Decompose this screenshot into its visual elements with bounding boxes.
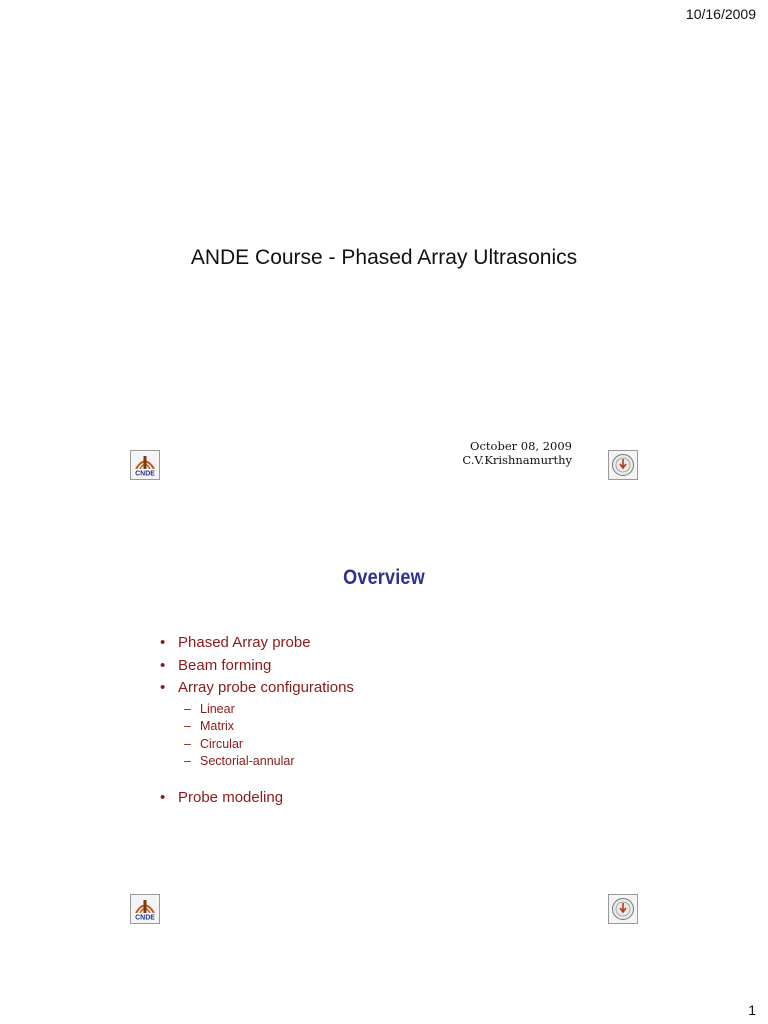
list-item: – Circular <box>178 736 616 754</box>
presentation-meta <box>462 439 572 467</box>
overview-title: Overview <box>343 566 425 589</box>
svg-text:CNDE: CNDE <box>135 470 155 478</box>
cnde-logo-icon <box>130 450 160 480</box>
list-item: – Matrix <box>178 718 616 736</box>
svg-text:CNDE: CNDE <box>135 914 155 922</box>
institute-seal-icon <box>608 894 638 924</box>
presentation-title: ANDE Course - Phased Array Ultrasonics <box>190 246 578 269</box>
list-item: • Array probe configurations – Linear – Matrix – Circular – Sectorial-annular <box>156 677 616 771</box>
list-item: • Probe modeling <box>156 787 616 810</box>
page-number: 1 <box>748 1002 756 1018</box>
config-sub-list <box>178 701 616 771</box>
slide-overview <box>128 548 640 932</box>
list-item: • Phased Array probe <box>156 632 616 655</box>
cnde-logo-icon <box>130 894 160 924</box>
overview-bullet-list <box>156 632 616 809</box>
presentation-date: October 08, 2009 <box>470 439 572 453</box>
institute-seal-icon <box>608 450 638 480</box>
header-date: 10/16/2009 <box>685 6 756 22</box>
list-item: – Linear <box>178 701 616 719</box>
slide-title-page <box>128 100 640 484</box>
list-item: – Sectorial-annular <box>178 753 616 771</box>
presentation-author: C.V.Krishnamurthy <box>462 453 572 467</box>
list-item: • Beam forming <box>156 655 616 678</box>
